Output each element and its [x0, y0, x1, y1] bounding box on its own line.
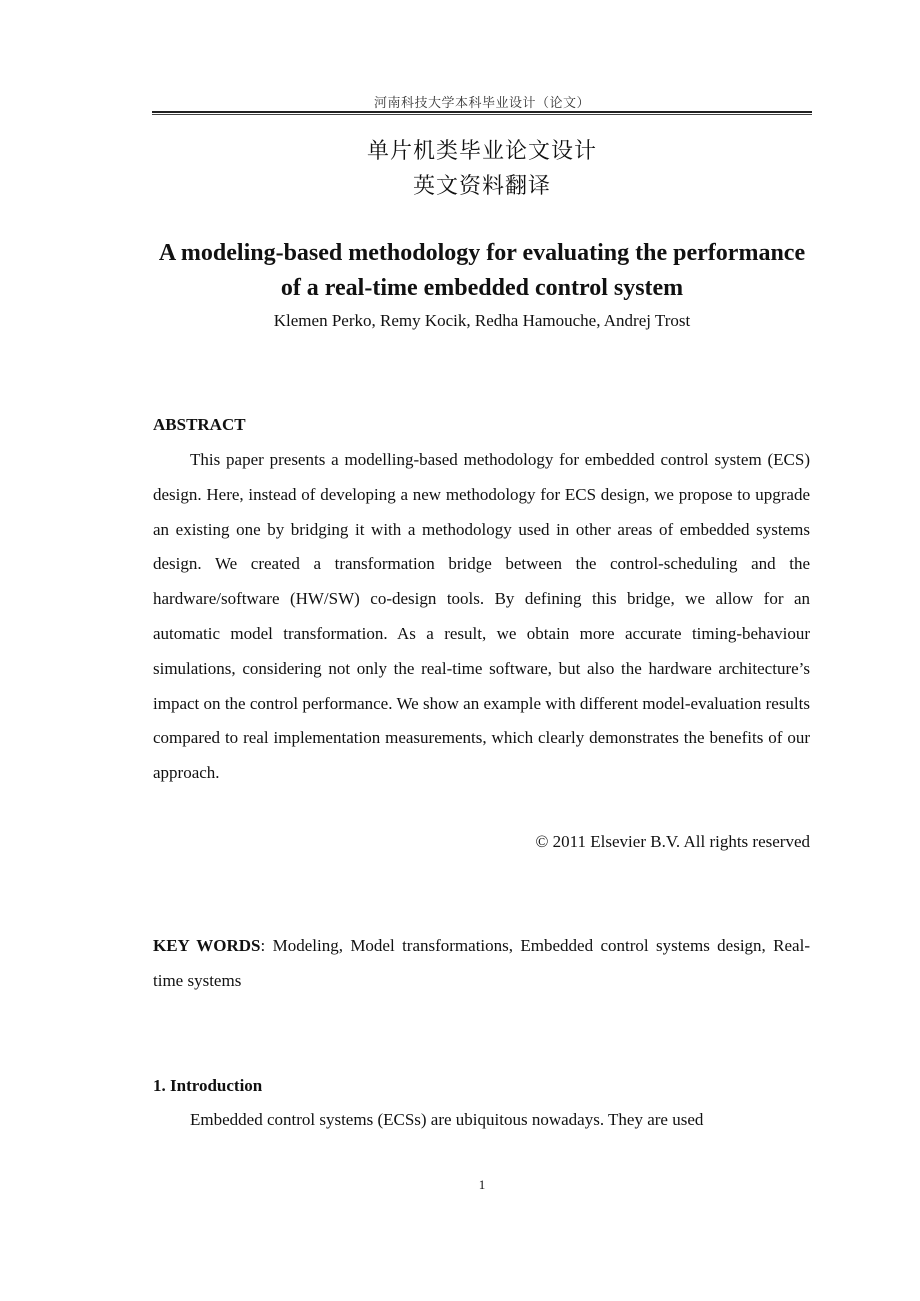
copyright-notice: © 2011 Elsevier B.V. All rights reserved [535, 832, 810, 851]
keywords-label: KEY WORDS [153, 936, 261, 955]
paper-title: A modeling-based methodology for evaluating the performance of a real-time embedded control system [158, 240, 806, 301]
keywords [153, 929, 810, 999]
chinese-subtitle: 英文资料翻译 [412, 174, 551, 199]
paper-authors: Klemen Perko, Remy Kocik, Redha Hamouche, Andrej Trost [273, 311, 691, 330]
keywords-text: Modeling, Model transformations, Embedded control systems design, Real-time systems [153, 936, 810, 990]
chinese-title: 单片机类毕业论文设计 [366, 139, 597, 164]
running-header: 河南科技大学本科毕业设计（论文） [373, 96, 590, 111]
keywords-separator: : [260, 936, 273, 955]
header-rule-secondary [152, 114, 812, 115]
abstract-body: This paper presents a modelling-based methodology for embedded control system (ECS) design. Here, instead of developing a new methodology for ECS design, we propose to upgrade an existing one by bridging it with a methodology used in other areas of embedded systems design. We created a transformation bridge between the control-scheduling and the hardware/software (HW/SW) co-design tools. By defining this bridge, we allow for an automatic model transformation. As a result, we obtain more accurate timing-behaviour simulations, considering not only the real-time software, but also the hardware architecture’s impact on the control performance. We show an example with different model-evaluation results compared to real implementation measurements, which clearly demonstrates the benefits of our approach. [153, 450, 810, 783]
introduction-heading: 1. Introduction [153, 1076, 263, 1095]
page-number: 1 [478, 1177, 486, 1192]
abstract-heading: ABSTRACT [153, 415, 246, 434]
introduction-body: Embedded control systems (ECSs) are ubiquitous nowadays. They are used [190, 1110, 704, 1129]
header-rule [152, 111, 812, 113]
